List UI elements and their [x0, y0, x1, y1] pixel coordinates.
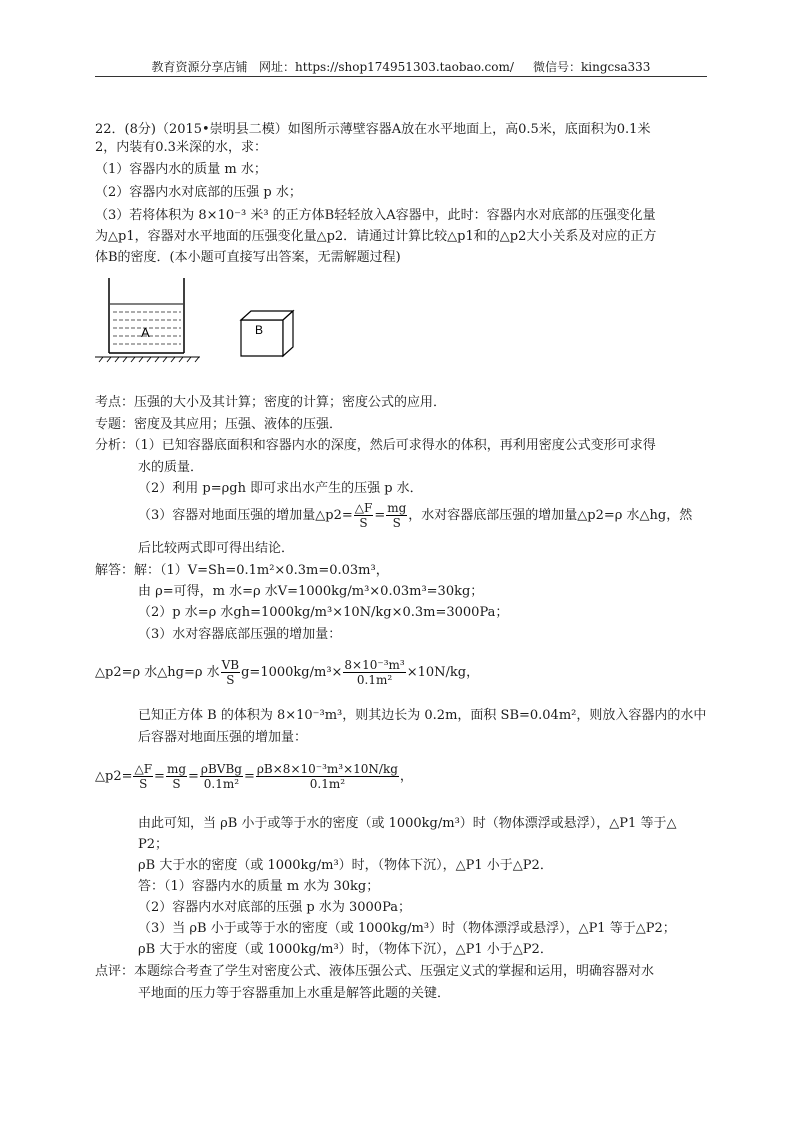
fraction-den: 0.1m²: [356, 673, 393, 687]
answer-line-1: 答：（1）容器内水的质量 m 水为 30kg；: [138, 879, 380, 894]
solution-line-7: 由此可知，当 ρB 小于或等于水的密度（或 1000kg/m³）时（物体漂浮或悬浮），△P1 等于△: [138, 816, 677, 831]
fraction-den: S: [226, 673, 235, 687]
equation-2-part-c: =: [188, 769, 199, 784]
equation-2-part-d: =: [243, 769, 255, 784]
fraction-den: S: [359, 516, 368, 530]
equation-2: [95, 762, 413, 791]
solution-line-2: 由 ρ=可得，m 水=ρ 水V=1000kg/m³×0.03m³=30kg；: [138, 584, 484, 599]
fenxi-line-1: 分析：（1）已知容器底面积和容器内水的深度，然后可求得水的体积，再利用密度公式变形可求得: [95, 438, 656, 453]
equation-1: [95, 658, 479, 687]
header-wechat: 微信号：kingcsa333: [532, 60, 651, 74]
fraction-mg-over-S: [386, 501, 407, 530]
fenxi-line-4: （3）容器对地面压强的增加量△p2= $\frac{\triangle F}{S}$ = $\frac{mg}{S}$ ，水对容器底部压强的增加量△p2=ρ 水△hg，然: [138, 501, 693, 530]
page-header: [95, 58, 707, 75]
solution-line-9: ρB 大于水的密度（或 1000kg/m³）时，（物体下沉），△P1 小于△P2．: [138, 858, 553, 873]
solution-line-8: P2；: [138, 837, 169, 852]
fraction-den: S: [139, 777, 148, 791]
container-label: A: [141, 325, 150, 340]
equation-2-part-e: ，: [399, 769, 413, 784]
problem-line-3: （1）容器内水的质量 m 水；: [95, 162, 267, 177]
fraction-rhoB-8e-3-over-0.1: [256, 762, 399, 791]
problem-line-1: 22．(8分)（2015•崇明县二模）如图所示薄壁容器A放在水平地面上，高0.5米，底面积为0.1米: [95, 122, 651, 137]
header-url[interactable]: 网址：https://shop174951303.taobao.com/: [259, 60, 514, 74]
fenxi-line-4-text-b: ，水对容器底部压强的增加量△p2=ρ 水△hg，然: [408, 508, 693, 523]
comment-line-2: 平地面的压力等于容器重加上水重是解答此题的关键．: [138, 986, 451, 1001]
fraction-den: 0.1m²: [203, 777, 240, 791]
fraction-num: mg: [166, 762, 187, 776]
fraction-8e-3-over-0.1: [343, 658, 405, 687]
problem-line-6: 为△p1，容器对水平地面的压强变化量△p2．请通过计算比较△p1和的△p2大小关系及对应的正方: [95, 229, 657, 244]
header-rule: [95, 76, 707, 77]
solution-line-3: （2）p 水=ρ 水gh=1000kg/m³×10N/kg×0.3m=3000Pa；: [138, 605, 509, 620]
fenxi-line-3: （2）利用 p=ρgh 即可求出水产生的压强 p 水．: [138, 481, 423, 496]
equation-2-part-b: =: [154, 769, 165, 784]
fraction-dF-over-S: [354, 501, 374, 530]
fraction-num: ρB×8×10⁻³m³×10N/kg: [256, 762, 398, 776]
equation-1-part-b: g=1000kg/m³×: [241, 665, 343, 680]
problem-line-2: 2，内装有0.3米深的水，求：: [95, 140, 267, 155]
solution-line-4: （3）水对容器底部压强的增加量：: [138, 627, 342, 642]
solution-line-1: 解答：解：（1）V=Sh=0.1m²×0.3m=0.03m³，: [95, 563, 389, 578]
fraction-num: △F: [354, 501, 373, 515]
fraction-den: 0.1m²: [309, 777, 346, 791]
fraction-num: ρBVBg: [200, 762, 242, 776]
answer-line-3: （3）当 ρB 小于或等于水的密度（或 1000kg/m³）时（物体漂浮或悬浮），△P1 等于△P2；: [138, 921, 676, 936]
problem-line-7: 体B的密度．(本小题可直接写出答案，无需解题过程): [95, 250, 401, 265]
problem-line-5: （3）若将体积为 8×10⁻³ 米³ 的正方体B轻轻放入A容器中，此时：容器内水对底部的压强变化量: [95, 208, 656, 223]
solution-line-5: 已知正方体 B 的体积为 8×10⁻³m³，则其边长为 0.2m，面积 SB=0.04m²，则放入容器内的水中: [138, 708, 707, 723]
header-store: 教育资源分享店铺: [151, 60, 248, 74]
fraction-den: S: [172, 777, 181, 791]
fraction-mg-over-S-2: [166, 762, 187, 791]
fenxi-line-5: 后比较两式即可得出结论．: [138, 541, 295, 556]
answer-line-2: （2）容器内水对底部的压强 p 水为 3000Pa；: [138, 900, 411, 915]
fraction-num: mg: [387, 501, 407, 515]
solution-line-6: 后容器对地面压强的增加量：: [138, 730, 308, 745]
fraction-num: △F: [134, 762, 153, 776]
container-figure: [95, 270, 205, 366]
fraction-num: VB: [221, 658, 240, 672]
fraction-den: S: [392, 516, 401, 530]
zhuanti-line: 专题：密度及其应用；压强、液体的压强．: [95, 417, 343, 432]
equation-1-part-a: △p2=ρ 水△hg=ρ 水: [95, 665, 220, 680]
fraction-VB-over-S: [221, 658, 240, 687]
fraction-rhoBVBg-over-0.1: [200, 762, 243, 791]
cube-label: B: [255, 323, 264, 337]
answer-line-4: ρB 大于水的密度（或 1000kg/m³）时，（物体下沉），△P1 小于△P2．: [138, 942, 553, 957]
equation-1-part-c: ×10N/kg，: [406, 665, 480, 680]
kaodian-line: 考点：压强的大小及其计算；密度的计算；密度公式的应用．: [95, 395, 447, 410]
fraction-num: 8×10⁻³m³: [344, 658, 405, 672]
problem-line-4: （2）容器内水对底部的压强 p 水；: [95, 185, 302, 200]
fraction-dF-over-S-2: [133, 762, 153, 791]
equation-2-part-a: △p2=: [95, 769, 133, 784]
fenxi-line-2: 水的质量．: [138, 460, 204, 475]
comment-line-1: 点评：本题综合考查了学生对密度公式、液体压强公式、压强定义式的掌握和运用，明确容器对水: [95, 964, 655, 979]
cube-figure: [238, 308, 300, 360]
fenxi-line-4-text-a: （3）容器对地面压强的增加量△p2=: [138, 508, 353, 523]
